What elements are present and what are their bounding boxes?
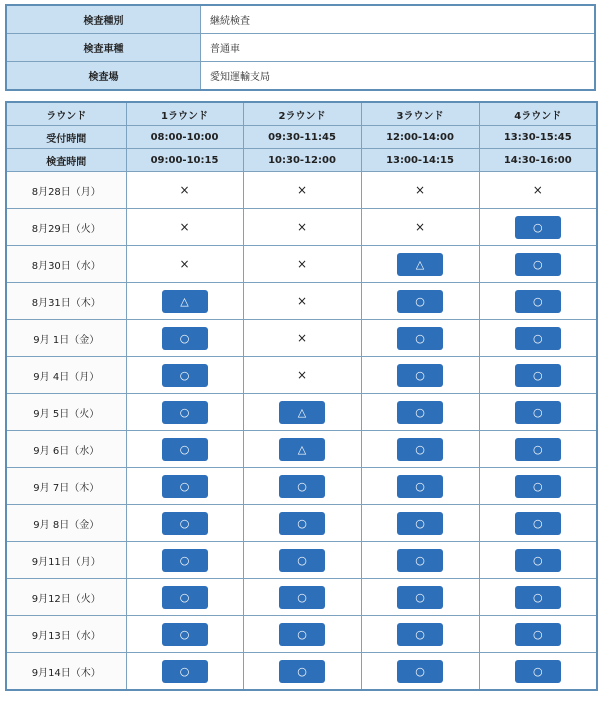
header-cell: 12:00-14:00: [361, 126, 479, 149]
schedule-row: [6, 246, 597, 283]
slot-select-button[interactable]: ○: [162, 512, 208, 535]
slot-select-button[interactable]: ○: [397, 438, 443, 461]
slot-cell: [126, 431, 243, 468]
info-row: [6, 34, 595, 62]
slot-select-button[interactable]: ○: [515, 438, 561, 461]
slot-select-button[interactable]: ○: [279, 623, 325, 646]
date-cell: 9月13日（水）: [6, 616, 126, 653]
slot-cell: [361, 394, 479, 431]
inspection-time-row: [6, 149, 597, 172]
slot-cell: [243, 246, 361, 283]
slot-cell: [361, 653, 479, 691]
slot-select-button[interactable]: ○: [515, 512, 561, 535]
slot-cell: [361, 542, 479, 579]
slot-cell: [126, 246, 243, 283]
schedule-row: [6, 172, 597, 209]
slot-select-button[interactable]: ○: [515, 364, 561, 387]
slot-cell: [126, 579, 243, 616]
slot-cell: [479, 542, 597, 579]
info-label: 検査種別: [6, 5, 201, 34]
slot-select-button[interactable]: ○: [397, 364, 443, 387]
slot-cell: [126, 209, 243, 246]
schedule-row: [6, 579, 597, 616]
slot-cell: [126, 468, 243, 505]
slot-select-button[interactable]: ○: [162, 475, 208, 498]
schedule-row: [6, 542, 597, 579]
slot-cell: [126, 653, 243, 691]
slot-cell: [243, 616, 361, 653]
date-cell: 8月31日（木）: [6, 283, 126, 320]
slot-cell: [126, 542, 243, 579]
header-cell: 2ラウンド: [243, 102, 361, 126]
slot-cell: [243, 468, 361, 505]
slot-cell: [243, 209, 361, 246]
slot-cell: [243, 394, 361, 431]
slot-cell: [361, 431, 479, 468]
date-cell: 9月 1日（金）: [6, 320, 126, 357]
slot-cell: [126, 616, 243, 653]
slot-cell: [361, 246, 479, 283]
slot-cell: [479, 320, 597, 357]
date-cell: 9月 4日（月）: [6, 357, 126, 394]
info-label: 検査場: [6, 62, 201, 91]
header-cell: 4ラウンド: [479, 102, 597, 126]
slot-unavailable-mark: ×: [414, 182, 426, 197]
slot-cell: [479, 172, 597, 209]
header-cell: 13:00-14:15: [361, 149, 479, 172]
date-cell: 9月14日（木）: [6, 653, 126, 691]
inspection-info-table: [5, 4, 596, 91]
slot-select-button[interactable]: ○: [162, 401, 208, 424]
date-cell: 8月29日（火）: [6, 209, 126, 246]
slot-cell: [243, 653, 361, 691]
slot-select-button[interactable]: ○: [162, 364, 208, 387]
slot-cell: [126, 283, 243, 320]
date-cell: 9月12日（火）: [6, 579, 126, 616]
slot-select-button[interactable]: ○: [397, 475, 443, 498]
slot-cell: [243, 505, 361, 542]
header-cell: 13:30-15:45: [479, 126, 597, 149]
slot-cell: [479, 653, 597, 691]
info-value: 愛知運輸支局: [201, 62, 596, 91]
header-label: 検査時間: [6, 149, 126, 172]
slot-unavailable-mark: ×: [532, 182, 543, 197]
slot-cell: [243, 542, 361, 579]
schedule-row: [6, 357, 597, 394]
date-cell: 9月 8日（金）: [6, 505, 126, 542]
slot-select-button[interactable]: ○: [162, 327, 208, 350]
header-cell: 14:30-16:00: [479, 149, 597, 172]
header-cell: 10:30-12:00: [243, 149, 361, 172]
slot-cell: [479, 579, 597, 616]
slot-select-button[interactable]: ○: [279, 475, 325, 498]
date-cell: 8月30日（水）: [6, 246, 126, 283]
slot-select-button[interactable]: ○: [515, 475, 561, 498]
slot-cell: [479, 431, 597, 468]
header-cell: 08:00-10:00: [126, 126, 243, 149]
header-cell: 09:30-11:45: [243, 126, 361, 149]
schedule-row: [6, 209, 597, 246]
schedule-row: [6, 468, 597, 505]
date-cell: 9月 7日（木）: [6, 468, 126, 505]
slot-unavailable-mark: ×: [179, 182, 190, 197]
info-label: 検査車種: [6, 34, 201, 62]
slot-select-button[interactable]: ○: [162, 586, 208, 609]
slot-unavailable-mark: ×: [296, 256, 308, 271]
slot-cell: [361, 616, 479, 653]
slot-unavailable-mark: ×: [296, 293, 308, 308]
slot-select-button[interactable]: ○: [515, 660, 561, 683]
info-value: 普通車: [201, 34, 596, 62]
slot-select-button[interactable]: ○: [279, 660, 325, 683]
slot-select-button[interactable]: ○: [515, 586, 561, 609]
slot-select-button[interactable]: △: [162, 290, 208, 313]
slot-cell: [479, 394, 597, 431]
slot-select-button[interactable]: ○: [397, 586, 443, 609]
slot-select-button[interactable]: ○: [162, 438, 208, 461]
header-label: 受付時間: [6, 126, 126, 149]
slot-select-button[interactable]: ○: [397, 290, 443, 313]
slot-cell: [361, 505, 479, 542]
header-label: ラウンド: [6, 102, 126, 126]
slot-cell: [126, 320, 243, 357]
slot-cell: [126, 357, 243, 394]
slot-cell: [479, 283, 597, 320]
slot-select-button[interactable]: ○: [515, 253, 561, 276]
slot-select-button[interactable]: △: [397, 253, 443, 276]
slot-cell: [361, 209, 479, 246]
date-cell: 9月 6日（水）: [6, 431, 126, 468]
slot-cell: [479, 246, 597, 283]
slot-select-button[interactable]: ○: [162, 623, 208, 646]
slot-cell: [243, 320, 361, 357]
slot-select-button[interactable]: ○: [279, 512, 325, 535]
slot-cell: [361, 579, 479, 616]
slot-select-button[interactable]: ○: [162, 660, 208, 683]
slot-cell: [361, 283, 479, 320]
slot-cell: [361, 357, 479, 394]
slot-unavailable-mark: ×: [296, 182, 308, 197]
date-cell: 8月28日（月）: [6, 172, 126, 209]
slot-cell: [479, 468, 597, 505]
slot-cell: [479, 505, 597, 542]
slot-cell: [479, 616, 597, 653]
slot-cell: [361, 468, 479, 505]
slot-select-button[interactable]: ○: [515, 549, 561, 572]
schedule-row: [6, 616, 597, 653]
slot-cell: [126, 172, 243, 209]
slot-select-button[interactable]: ○: [515, 290, 561, 313]
slot-unavailable-mark: ×: [179, 256, 190, 271]
schedule-table: [5, 101, 598, 691]
round-header-row: [6, 102, 597, 126]
slot-select-button[interactable]: ○: [162, 549, 208, 572]
schedule-row: [6, 431, 597, 468]
info-row: [6, 5, 595, 34]
slot-cell: [243, 357, 361, 394]
slot-unavailable-mark: ×: [296, 219, 308, 234]
schedule-row: [6, 505, 597, 542]
slot-cell: [361, 172, 479, 209]
slot-select-button[interactable]: ○: [397, 401, 443, 424]
slot-unavailable-mark: ×: [296, 367, 308, 382]
header-cell: 3ラウンド: [361, 102, 479, 126]
slot-select-button[interactable]: ○: [397, 623, 443, 646]
info-row: [6, 62, 595, 91]
slot-select-button[interactable]: ○: [279, 549, 325, 572]
slot-select-button[interactable]: ○: [515, 327, 561, 350]
slot-select-button[interactable]: ○: [515, 623, 561, 646]
slot-select-button[interactable]: ○: [515, 401, 561, 424]
date-cell: 9月 5日（火）: [6, 394, 126, 431]
slot-unavailable-mark: ×: [179, 219, 190, 234]
slot-select-button[interactable]: ○: [397, 549, 443, 572]
slot-select-button[interactable]: ○: [279, 586, 325, 609]
slot-select-button[interactable]: △: [279, 438, 325, 461]
slot-select-button[interactable]: △: [279, 401, 325, 424]
slot-unavailable-mark: ×: [414, 219, 426, 234]
slot-cell: [361, 320, 479, 357]
slot-select-button[interactable]: ○: [397, 512, 443, 535]
slot-cell: [126, 394, 243, 431]
slot-cell: [479, 209, 597, 246]
slot-select-button[interactable]: ○: [515, 216, 561, 239]
slot-cell: [126, 505, 243, 542]
slot-unavailable-mark: ×: [296, 330, 308, 345]
header-cell: 09:00-10:15: [126, 149, 243, 172]
schedule-row: [6, 394, 597, 431]
slot-cell: [243, 283, 361, 320]
header-cell: 1ラウンド: [126, 102, 243, 126]
schedule-row: [6, 653, 597, 691]
slot-select-button[interactable]: ○: [397, 327, 443, 350]
slot-select-button[interactable]: ○: [397, 660, 443, 683]
slot-cell: [243, 172, 361, 209]
slot-cell: [479, 357, 597, 394]
date-cell: 9月11日（月）: [6, 542, 126, 579]
info-value: 継続検査: [201, 5, 596, 34]
schedule-row: [6, 320, 597, 357]
schedule-row: [6, 283, 597, 320]
slot-cell: [243, 431, 361, 468]
slot-cell: [243, 579, 361, 616]
reception-time-row: [6, 126, 597, 149]
